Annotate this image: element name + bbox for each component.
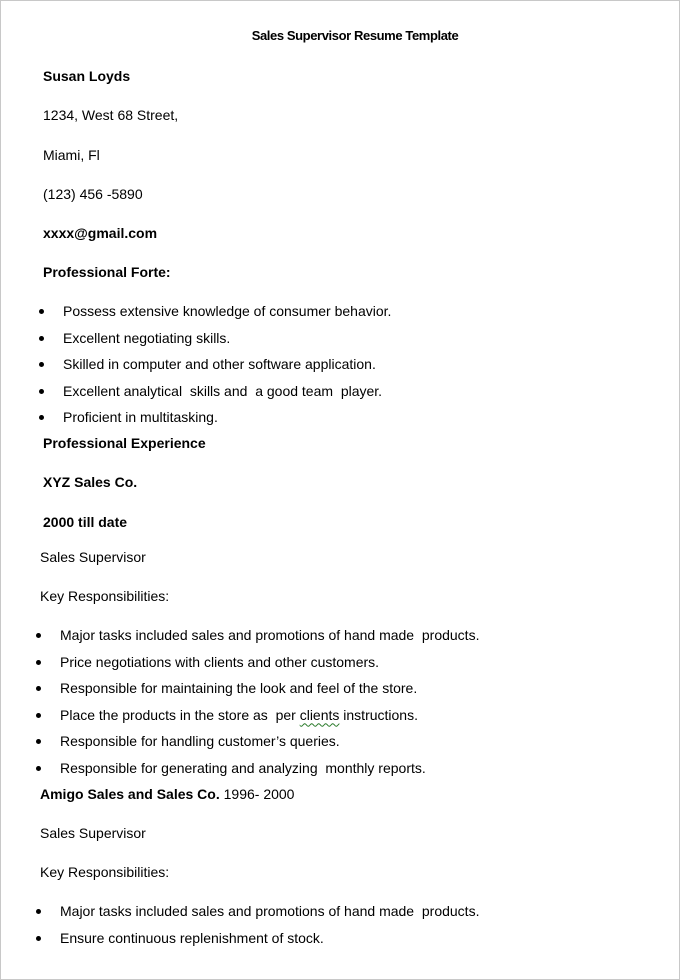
bullet-icon bbox=[36, 766, 41, 771]
job1-company: XYZ Sales Co. bbox=[43, 474, 138, 490]
job2-header bbox=[40, 785, 294, 803]
city-line: Miami, Fl bbox=[43, 147, 100, 163]
job2-period: 1996- 2000 bbox=[219, 786, 295, 802]
job2-resp-heading: Key Responsibilities: bbox=[40, 864, 170, 880]
bullet-icon bbox=[36, 686, 41, 691]
bullet-icon bbox=[36, 936, 41, 941]
document-title: Sales Supervisor Resume Template bbox=[251, 28, 459, 43]
job1-resp-heading: Key Responsibilities: bbox=[40, 588, 170, 604]
candidate-name: Susan Loyds bbox=[43, 68, 131, 84]
bullet-icon bbox=[36, 909, 41, 914]
bullet-icon bbox=[36, 633, 41, 638]
phone-line: (123) 456 -5890 bbox=[43, 186, 143, 202]
bullet-icon bbox=[39, 389, 44, 394]
bullet-icon bbox=[39, 362, 44, 367]
bullet-icon bbox=[36, 713, 41, 718]
resume-page: Sales Supervisor Resume Template Susan Loyds 1234, West 68 Street, Miami, Fl (123) 456 -5890 xxxx@gmail.com Professional Forte: Possess extensive knowledge of consumer behavior. Excellent negotiating skills. Skilled in computer and other software application. Excellent analytical skills and a good team player. Proficient in multitasking. Professional Experience XYZ Sales Co. 2000 till date Sales Supervisor Key Responsibilities: Major tasks included sales and promotions of hand made products. Price negotiations with clients and other customers. Responsible for maintaining the look and feel of the store. Place the products in the store as per clients instructions. Responsible for handling customer’s queries. Responsible for generating and analyzing monthly reports. Amigo Sales and Sales Co. 1996- 2000 Sales Supervisor Key Responsibilities: Major tasks included sales and promotions of hand made products. Ensure continuous replenishment of stock. bbox=[0, 0, 680, 980]
job1-period: 2000 till date bbox=[43, 514, 128, 530]
forte-heading: Professional Forte: bbox=[43, 264, 171, 280]
job2-role: Sales Supervisor bbox=[40, 825, 146, 841]
bullet-icon bbox=[39, 415, 44, 420]
experience-heading: Professional Experience bbox=[43, 435, 206, 451]
email-line: xxxx@gmail.com bbox=[43, 225, 158, 241]
job2-company: Amigo Sales and Sales Co. bbox=[40, 786, 220, 802]
bullet-icon bbox=[36, 739, 41, 744]
bullet-icon bbox=[39, 309, 44, 314]
bullet-icon bbox=[36, 660, 41, 665]
job1-role: Sales Supervisor bbox=[40, 549, 146, 565]
spellcheck-word: clients bbox=[299, 706, 340, 723]
bullet-icon bbox=[39, 336, 44, 341]
address-line: 1234, West 68 Street, bbox=[43, 107, 179, 123]
